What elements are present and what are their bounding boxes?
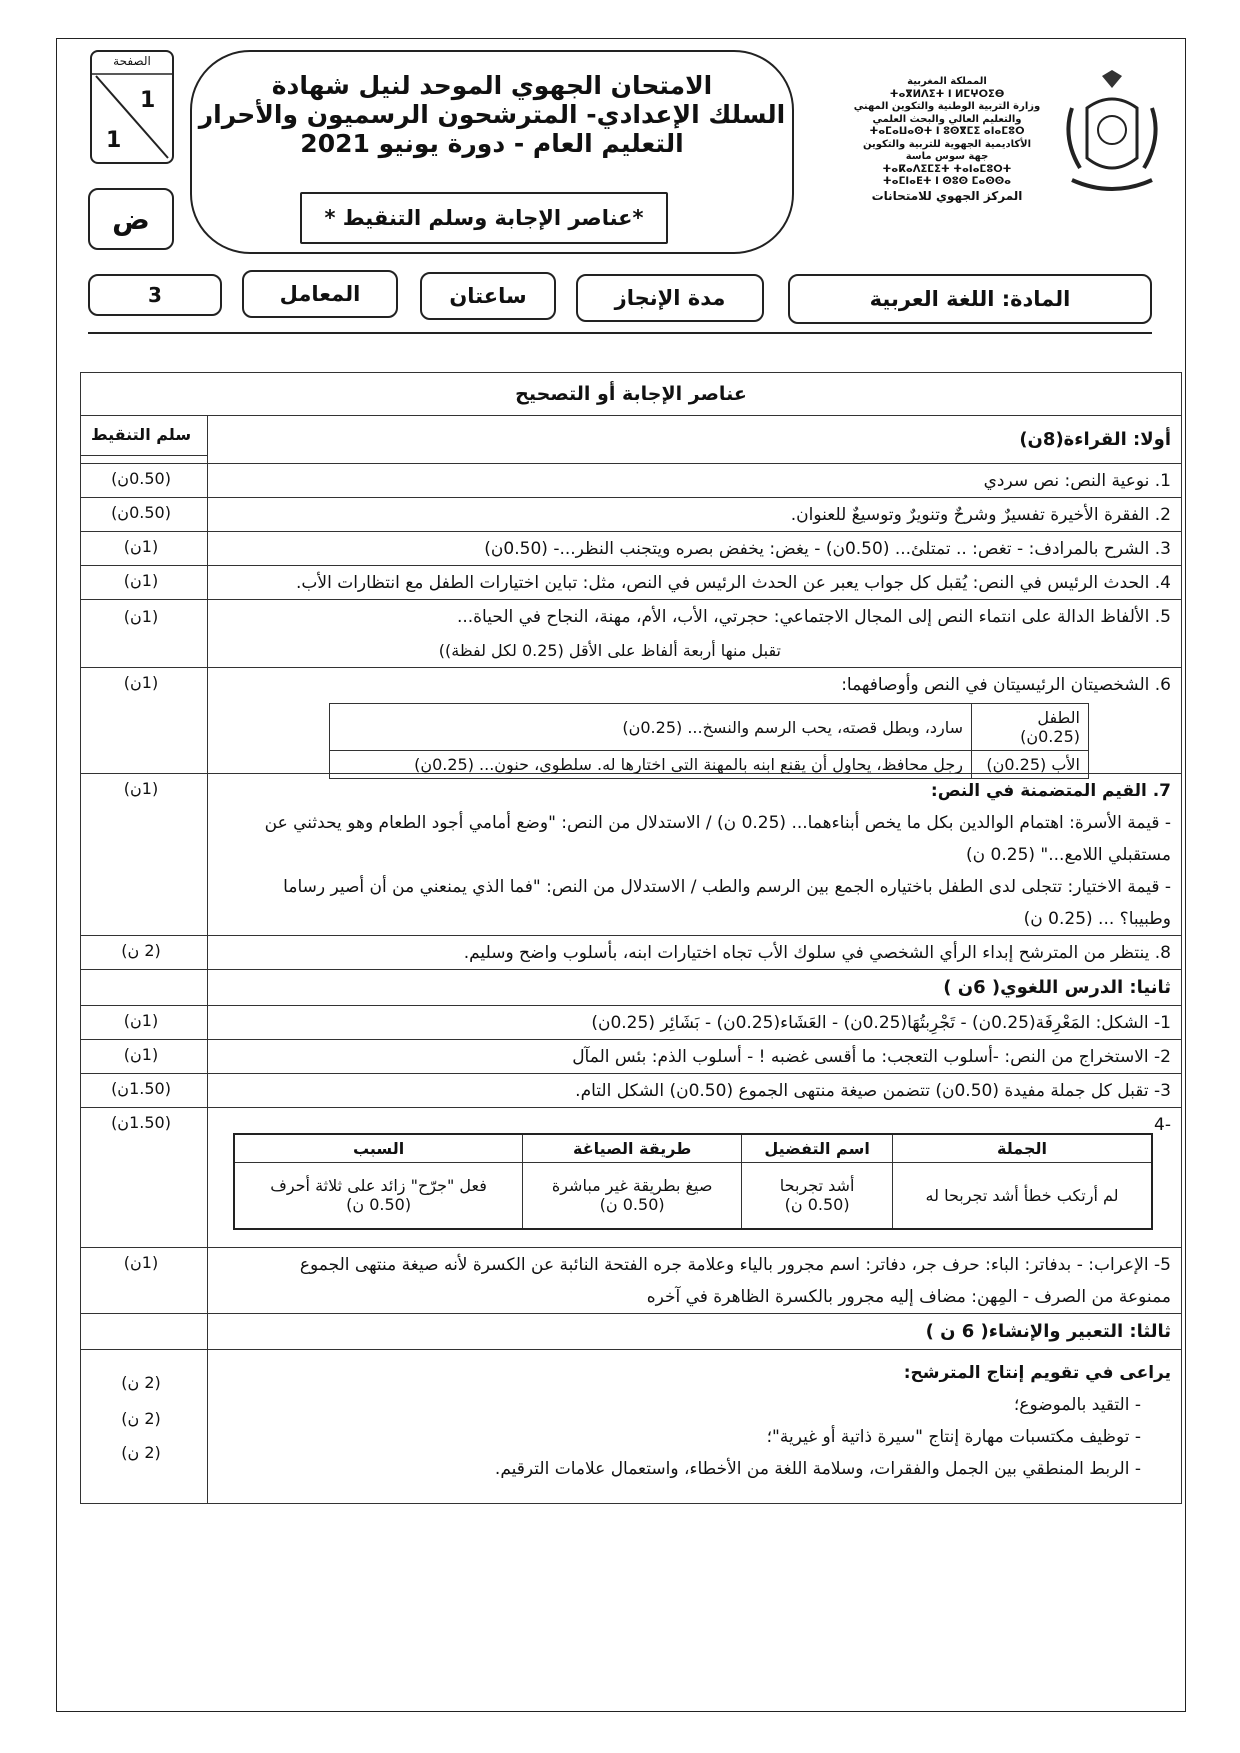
coef-label-box: المعامل xyxy=(242,270,398,318)
q7-choice-1: - قيمة الاختيار: تتجلى لدى الطفل باختياره الجمع بين الرسم والطب / الاستدلال من النص: "فما الذي يمنعني من أن أصير رساما xyxy=(283,877,1171,897)
score-l1: (1ن) xyxy=(123,1011,159,1030)
l2: 2- الاستخراج من النص: -أسلوب التعجب: ما أقسى غضبه ! - أسلوب الذم: بئس المآل xyxy=(572,1047,1171,1067)
q5-note: تقبل منها أربعة ألفاظ على الأقل (0.25 لكل لفظة)) xyxy=(438,641,781,660)
q4: 4. الحدث الرئيس في النص: يُقبل كل جواب يعبر عن الحدث الرئيس في النص، مثل: تباين اختيارات الطفل مع انتظارات الأب. xyxy=(295,573,1171,593)
coat-of-arms-icon xyxy=(1052,68,1172,208)
writing-criterion-1: - التقيد بالموضوع؛ xyxy=(1013,1395,1141,1415)
table-row: لم أرتكب خطأ أشد تجربحا له أشد تجربحا (0.50 ن) صيغ بطريقة غير مباشرة (0.50 ن) فعل "جرّح" زائد على ثلاثة أحرف (0.50 ن) xyxy=(234,1163,1152,1229)
q7-family-2: مستقبلي اللامع..." (0.25 ن) xyxy=(966,845,1171,865)
score-q1: (0.50ن) xyxy=(111,469,171,488)
score-q8: (2 ن) xyxy=(121,941,161,960)
title-line2: السلك الإعدادي- المترشحون الرسميون والأحرار xyxy=(198,99,786,129)
l5-line1: 5- الإعراب: - بدفاتر: الباء: حرف جر، دفاتر: اسم مجرور بالياء وعلامة جره الفتحة النائبة عن الكسرة لأنه صيغة منتهى الجموع xyxy=(299,1255,1171,1275)
table-row: الجملة اسم التفضيل طريقة الصياغة السبب xyxy=(234,1134,1152,1163)
duration-label-box: مدة الإنجاز xyxy=(576,274,764,322)
writing-criterion-3: - الربط المنطقي بين الجمل والفقرات، وسلامة اللغة من الأخطاء، واستعمال علامات الترقيم. xyxy=(494,1459,1141,1479)
q7-choice-2: وطبيبا؟ ... (0.25 ن) xyxy=(1023,909,1171,929)
subject-box: المادة: اللغة العربية xyxy=(788,274,1152,324)
section-writing: ثالثا: التعبير والإنشاء( 6 ن ) xyxy=(925,1321,1171,1342)
l1: 1- الشكل: المَعْرِفَة(0.25ن) - تَجْرِبتُهَا(0.25ن) - العَشَاء(0.25ن) - بَشَائِر (0.25ن) xyxy=(591,1013,1171,1033)
score-q7: (1ن) xyxy=(123,779,159,798)
q1: 1. نوعية النص: نص سردي xyxy=(983,471,1171,491)
l4-table xyxy=(233,1133,1153,1230)
score-header: سلم التنقيط xyxy=(90,425,192,444)
table-row: الطفل (0.25ن) سارد، وبطل قصته، يحب الرسم والنسخ... (0.25ن) xyxy=(330,704,1089,751)
score-e1: (2 ن) xyxy=(121,1373,161,1392)
title-line1: الامتحان الجهوي الموحد لنيل شهادة xyxy=(271,71,713,100)
score-q6: (1ن) xyxy=(123,673,159,692)
score-l3: (1.50ن) xyxy=(111,1079,171,1098)
q5: 5. الألفاظ الدالة على انتماء النص إلى المجال الاجتماعي: حجرتي، الأب، الأم، مهنة، النجاح في الحياة... xyxy=(456,607,1171,627)
section-language: ثانيا: الدرس اللغوي( 6ن ) xyxy=(943,977,1171,998)
score-l2: (1ن) xyxy=(123,1045,159,1064)
page-num-bottom: 1 xyxy=(106,128,122,153)
q6: 6. الشخصيتان الرئيسيتان في النص وأوصافهما: xyxy=(841,675,1171,695)
score-q3: (1ن) xyxy=(123,537,159,556)
score-q5: (1ن) xyxy=(123,607,159,626)
page-label: الصفحة xyxy=(113,54,151,68)
answer-table xyxy=(80,372,1182,1504)
header-divider xyxy=(88,332,1152,334)
subtitle-box: *عناصر الإجابة وسلم التنقيط * xyxy=(300,192,668,244)
duration-box: ساعتان xyxy=(420,272,556,320)
q7: 7. القيم المتضمنة في النص: xyxy=(930,781,1171,801)
answer-title: عناصر الإجابة أو التصحيح xyxy=(515,383,747,405)
q6-table xyxy=(329,703,1089,779)
q3: 3. الشرح بالمرادف: - تغص: .. تمتلئ... (0.50ن) - يغض: يخفض بصره ويتجنب النظر...- (0.50ن) xyxy=(484,539,1171,559)
q8: 8. ينتظر من المترشح إبداء الرأي الشخصي في سلوك الأب تجاه اختيارات ابنه، بأسلوب واضح وسليم. xyxy=(463,943,1171,963)
section-reading: أولا: القراءة(8ن) xyxy=(1019,429,1171,450)
writing-intro: يراعى في تقويم إنتاج المترشح: xyxy=(903,1363,1171,1383)
l4-number: -4 xyxy=(1154,1115,1171,1135)
l3: 3- تقبل كل جملة مفيدة (0.50ن) تتضمن صيغة منتهى الجموع (0.50ن) الشكل التام. xyxy=(575,1081,1171,1101)
score-q4: (1ن) xyxy=(123,571,159,590)
coef-box: 3 xyxy=(88,274,222,316)
table-row: الأب (0.25ن) رجل محافظ، يحاول أن يقنع ابنه بالمهنة التي اختارها له. سلطوي، حنون... (0.25ن) xyxy=(330,751,1089,779)
q2: 2. الفقرة الأخيرة تفسيرٌ وشرحٌ وتنويرٌ وتوسيعٌ للعنوان. xyxy=(790,505,1171,525)
page-num-top: 1 xyxy=(140,88,156,113)
score-l4: (1.50ن) xyxy=(111,1113,171,1132)
page-divider-icon xyxy=(92,72,172,162)
l5-line2: ممنوعة من الصرف - المِهن: مضاف إليه مجرور بالكسرة الظاهرة في آخره xyxy=(646,1287,1171,1307)
score-q2: (0.50ن) xyxy=(111,503,171,522)
score-e3: (2 ن) xyxy=(121,1443,161,1462)
org-lines: المملكة المغربية ⵜⴰⴳⵍⴷⵉⵜ ⵏ ⵍⵎⵖⵔⵉⴱ وزارة التربية الوطنية والتكوين المهني والتعليم العالي والبحث العلمي ⵜⴰⵎⴰⵡⴰⵙⵜ ⵏ ⵓⵙⴳⵎⵉ ⴰⵏⴰⵎⵓⵔ الأكاديمية الجهوية للتربية والتكوين جهة سوس ماسة ⵜⴰⴽⴰⴷⵉⵎⵉⵜ ⵜⴰⵏⴰⵎⵓⵔⵜ ⵜⴰⵎⵏⴰⴹⵜ ⵏ ⵙⵓⵙ ⵎⴰⵙⵙⴰ المركز الجهوي للامتحانات xyxy=(853,76,1041,203)
writing-criterion-2: - توظيف مكتسبات مهارة إنتاج "سيرة ذاتية أو غيرية"؛ xyxy=(766,1427,1141,1447)
score-column-divider xyxy=(207,415,208,1503)
score-e2: (2 ن) xyxy=(121,1409,161,1428)
q7-family-1: - قيمة الأسرة: اهتمام الوالدين بكل ما يخص أبناءهما... (0.25 ن) / الاستدلال من النص: "وضع أمامي أجود الطعام وهو يحدثني عن xyxy=(264,813,1171,833)
title-line3: التعليم العام - دورة يونيو 2021 xyxy=(300,128,684,158)
letter-box: ض xyxy=(88,188,174,250)
score-l5: (1ن) xyxy=(123,1253,159,1272)
page-number-box xyxy=(90,50,174,164)
